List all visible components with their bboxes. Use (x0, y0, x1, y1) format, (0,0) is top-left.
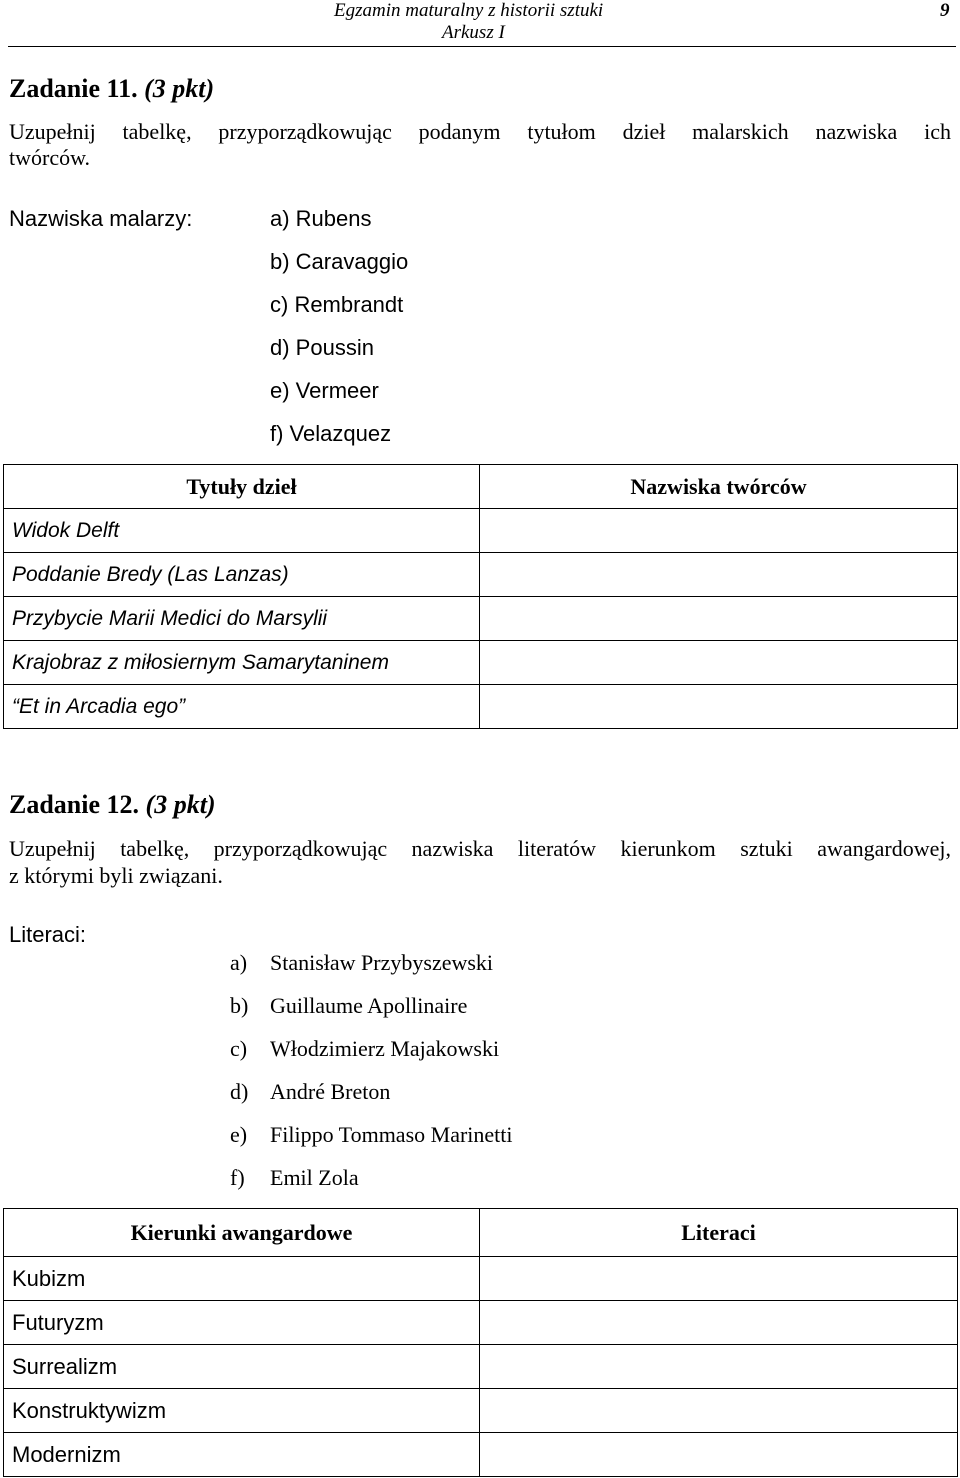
writer-option (230, 1036, 500, 1062)
movement-name: Konstruktywizm (4, 1389, 480, 1433)
answer-cell[interactable] (480, 685, 958, 729)
table-row (4, 597, 958, 641)
table-row (4, 1301, 958, 1345)
exam-title: Egzamin maturalny z historii sztuki (334, 0, 604, 21)
writer-option (230, 1122, 513, 1148)
page-number: 9 (940, 0, 950, 21)
painting-title: Krajobraz z miłosiernym Samarytaninem (4, 641, 480, 685)
painter-option: c) Rembrandt (270, 292, 404, 317)
header-rule (8, 46, 956, 47)
movement-name: Surrealizm (4, 1345, 480, 1389)
writer-letter: e) (230, 1122, 248, 1147)
writer-name: Włodzimierz Majakowski (270, 1036, 500, 1061)
painter-option: b) Caravaggio (270, 249, 409, 274)
writer-letter: a) (230, 950, 248, 975)
answer-cell[interactable] (480, 641, 958, 685)
task11-points: (3 pkt) (144, 74, 215, 103)
painting-title: “Et in Arcadia ego” (4, 685, 480, 729)
answer-cell[interactable] (480, 553, 958, 597)
painting-title: Widok Delft (4, 509, 480, 553)
table-row (4, 1345, 958, 1389)
answer-cell[interactable] (480, 509, 958, 553)
writer-letter: f) (230, 1165, 245, 1190)
task12-points: (3 pkt) (145, 790, 216, 819)
painter-option: d) Poussin (270, 335, 374, 360)
answer-cell[interactable] (480, 1257, 958, 1301)
writer-name: Filippo Tommaso Marinetti (270, 1122, 513, 1147)
task12-number: Zadanie 12. (9, 790, 140, 819)
writer-option (230, 1079, 391, 1105)
column-header-painters: Nazwiska twórców (480, 465, 958, 509)
writer-letter: d) (230, 1079, 249, 1104)
table-row (4, 509, 958, 553)
writer-name: Stanisław Przybyszewski (270, 950, 494, 975)
writer-option (230, 1165, 359, 1191)
answer-cell[interactable] (480, 597, 958, 641)
table-row (4, 1257, 958, 1301)
task11-title (9, 74, 214, 104)
writers-list-label: Literaci: (9, 922, 87, 947)
writer-option (230, 950, 494, 976)
answer-cell[interactable] (480, 1433, 958, 1477)
column-header-titles: Tytuły dzieł (4, 465, 480, 509)
task12-instruction-line1: Uzupełnij tabelkę, przyporządkowując nazwiska literatów kierunkom sztuki awangardowej, (9, 836, 951, 861)
task11-instruction-line1: Uzupełnij tabelkę, przyporządkowując podanym tytułom dzieł malarskich nazwiska ich (9, 119, 951, 144)
writer-letter: c) (230, 1036, 248, 1061)
task12-title (9, 790, 216, 820)
task11-instruction-line2: twórców. (9, 145, 91, 170)
answer-cell[interactable] (480, 1301, 958, 1345)
column-header-writers: Literaci (480, 1209, 958, 1257)
table-row (4, 641, 958, 685)
movement-name: Futuryzm (4, 1301, 480, 1345)
movements-table (3, 1208, 958, 1477)
painting-title: Przybycie Marii Medici do Marsylii (4, 597, 480, 641)
sheet-label: Arkusz I (442, 22, 505, 43)
table-row (4, 1389, 958, 1433)
movement-name: Modernizm (4, 1433, 480, 1477)
table-row (4, 553, 958, 597)
table-row (4, 685, 958, 729)
task12-instruction-line2: z którymi byli związani. (9, 863, 223, 888)
painter-option: e) Vermeer (270, 378, 379, 403)
painters-list-label: Nazwiska malarzy: (9, 206, 193, 231)
painter-option: f) Velazquez (270, 421, 392, 446)
writer-name: André Breton (270, 1079, 391, 1104)
painting-title: Poddanie Bredy (Las Lanzas) (4, 553, 480, 597)
answer-cell[interactable] (480, 1345, 958, 1389)
writer-option (230, 993, 468, 1019)
paintings-table (3, 464, 958, 729)
table-row (4, 1433, 958, 1477)
column-header-movements: Kierunki awangardowe (4, 1209, 480, 1257)
writer-letter: b) (230, 993, 249, 1018)
writer-name: Emil Zola (270, 1165, 359, 1190)
writer-name: Guillaume Apollinaire (270, 993, 468, 1018)
task11-number: Zadanie 11. (9, 74, 138, 103)
painter-option: a) Rubens (270, 206, 372, 231)
answer-cell[interactable] (480, 1389, 958, 1433)
movement-name: Kubizm (4, 1257, 480, 1301)
